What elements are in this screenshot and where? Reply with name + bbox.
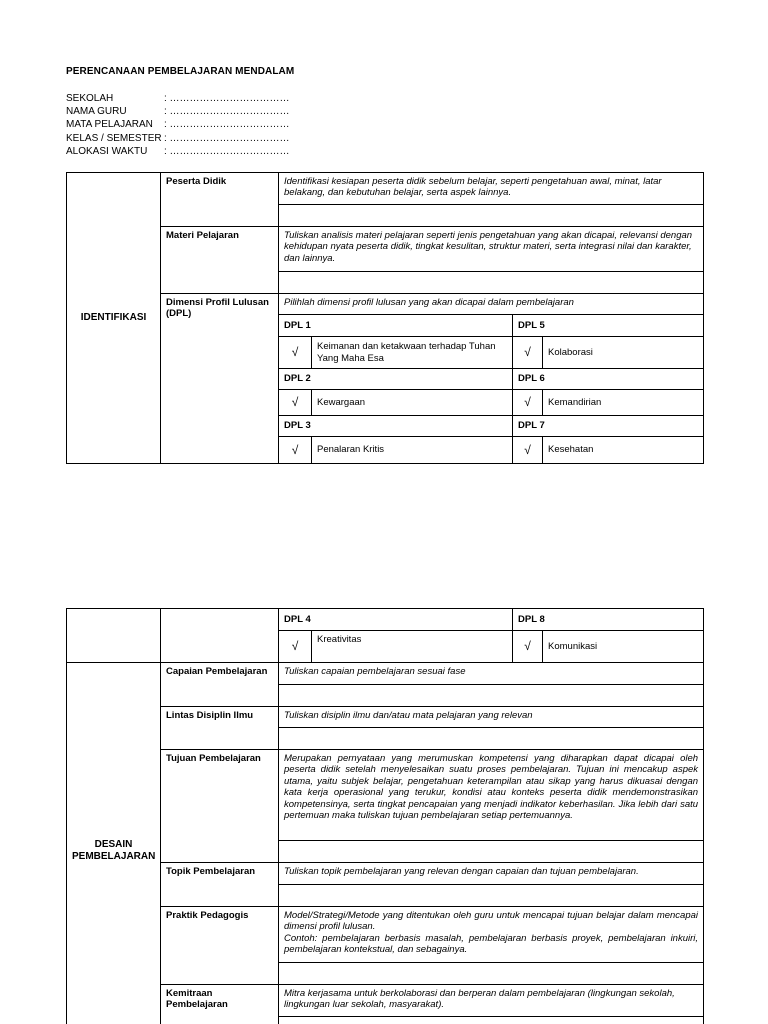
dpl6-header: DPL 6 — [513, 369, 704, 390]
info-row-kelas-semester — [66, 132, 290, 145]
input-lintas-disiplin[interactable] — [279, 728, 704, 750]
info-value[interactable]: : ……………………………… — [164, 119, 290, 131]
info-label: ALOKASI WAKTU — [66, 145, 148, 157]
desain-table — [66, 608, 704, 1024]
label-peserta-didik: Peserta Didik — [161, 173, 279, 227]
dpl3-name: Penalaran Kritis — [312, 437, 513, 464]
label-dpl: Dimensi Profil Lulusan (DPL) — [161, 294, 279, 464]
info-label: SEKOLAH — [66, 93, 114, 104]
dpl5-checkbox[interactable]: √ — [513, 337, 543, 369]
input-peserta-didik[interactable] — [279, 205, 704, 227]
desc-dpl: Pilihlah dimensi profil lulusan yang akan dicapai dalam pembelajaran — [279, 294, 704, 315]
section-identifikasi: IDENTIFIKASI — [67, 173, 161, 464]
dpl1-checkbox[interactable]: √ — [279, 337, 312, 369]
label-praktik-pedagogis: Praktik Pedagogis — [161, 907, 279, 985]
dpl3-checkbox[interactable]: √ — [279, 437, 312, 464]
dpl6-checkbox[interactable]: √ — [513, 390, 543, 416]
dpl8-header: DPL 8 — [513, 609, 704, 631]
input-kemitraan-pembelajaran[interactable] — [279, 1017, 704, 1024]
dpl7-checkbox[interactable]: √ — [513, 437, 543, 464]
dpl5-name: Kolaborasi — [543, 337, 704, 369]
info-row-mata-pelajaran — [66, 118, 290, 131]
desc-capaian-pembelajaran: Tuliskan capaian pembelajaran sesuai fase — [279, 663, 704, 685]
info-label: MATA PELAJARAN — [66, 119, 153, 131]
section-desain-pembelajaran: DESAIN PEMBELAJARAN — [67, 663, 161, 1024]
dpl2-checkbox[interactable]: √ — [279, 390, 312, 416]
continuation-empty-cell — [67, 609, 161, 663]
info-value[interactable]: : ……………………………… — [164, 106, 290, 118]
dpl1-name: Keimanan dan ketakwaan terhadap Tuhan Yang Maha Esa — [312, 337, 513, 369]
info-row-sekolah — [66, 92, 290, 105]
dpl7-header: DPL 7 — [513, 416, 704, 437]
desc-topik-pembelajaran: Tuliskan topik pembelajaran yang relevan dengan capaian dan tujuan pembelajaran. — [279, 863, 704, 885]
dpl2-name: Kewargaan — [312, 390, 513, 416]
input-topik-pembelajaran[interactable] — [279, 885, 704, 907]
info-value[interactable]: : ……………………………… — [164, 93, 290, 104]
dpl4-name: Kreativitas — [312, 631, 513, 663]
label-tujuan-pembelajaran: Tujuan Pembelajaran — [161, 750, 279, 863]
info-label: KELAS / SEMESTER — [66, 132, 162, 144]
label-topik-pembelajaran: Topik Pembelajaran — [161, 863, 279, 907]
desc-tujuan-pembelajaran: Merupakan pernyataan yang merumuskan kompetensi yang diharapkan dapat dicapai oleh peserta didik setelah menyelesaikan suatu proses pembelajaran. Tujuan ini mencakup aspek utama, yaitu subjek belajar, pengetahuan keterampilan atau sikap yang harus dikuasai dengan kata kerja operasional yang terukur, kondisi atau konteks peserta didik mendemonstrasikan kompetensinya, serta tingkat pencapaian yang menjadi indikator keberhasilan. Jika lebih dari satu pertemuan maka tuliskan tujuan pembelajaran setiap pertemuannya. — [279, 750, 704, 841]
dpl5-header: DPL 5 — [513, 315, 704, 337]
info-row-nama-guru — [66, 105, 290, 118]
desc-peserta-didik: Identifikasi kesiapan peserta didik sebelum belajar, seperti pengetahuan awal, minat, latar belakang, dan kebutuhan belajar, serta aspek lainnya. — [279, 173, 704, 205]
info-value[interactable]: : ……………………………… — [164, 132, 290, 144]
identifikasi-table — [66, 172, 704, 464]
input-praktik-pedagogis[interactable] — [279, 963, 704, 985]
dpl8-checkbox[interactable]: √ — [513, 631, 543, 663]
info-row-alokasi-waktu — [66, 145, 290, 158]
dpl4-checkbox[interactable]: √ — [279, 631, 312, 663]
desc-materi-pelajaran: Tuliskan analisis materi pelajaran seperti jenis pengetahuan yang akan dicapai, relevansi dengan kehidupan nyata peserta didik, tingkat kesulitan, struktur materi, serta integrasi nilai dan karakter, dan lainnya. — [279, 227, 704, 272]
dpl6-name: Kemandirian — [543, 390, 704, 416]
dpl7-name: Kesehatan — [543, 437, 704, 464]
dpl3-header: DPL 3 — [279, 416, 513, 437]
dpl1-header: DPL 1 — [279, 315, 513, 337]
info-block — [66, 92, 290, 158]
dpl4-header: DPL 4 — [279, 609, 513, 631]
info-label: NAMA GURU — [66, 106, 127, 118]
input-capaian-pembelajaran[interactable] — [279, 685, 704, 707]
info-value[interactable]: : ……………………………… — [164, 145, 290, 157]
input-materi-pelajaran[interactable] — [279, 272, 704, 294]
continuation-empty-cell — [161, 609, 279, 663]
desc-praktik-pedagogis — [279, 907, 704, 963]
dpl2-header: DPL 2 — [279, 369, 513, 390]
label-materi-pelajaran: Materi Pelajaran — [161, 227, 279, 294]
dpl8-name: Komunikasi — [543, 631, 704, 663]
praktik-desc-line2: Contoh: pembelajaran berbasis masalah, pembelajaran berbasis proyek, pembelajaran inkuiri, pembelajaran kontekstual, dan sebagainya. — [284, 932, 699, 956]
praktik-desc-line1: Model/Strategi/Metode yang ditentukan oleh guru untuk mencapai tujuan belajar dalam mencapai dimensi profil lulusan. — [284, 910, 699, 933]
desc-kemitraan-pembelajaran: Mitra kerjasama untuk berkolaborasi dan berperan dalam pembelajaran (lingkungan sekolah, lingkungan luar sekolah, masyarakat). — [279, 985, 704, 1017]
label-lintas-disiplin: Lintas Disiplin Ilmu — [161, 707, 279, 750]
desc-lintas-disiplin: Tuliskan disiplin ilmu dan/atau mata pelajaran yang relevan — [279, 707, 704, 728]
label-kemitraan-pembelajaran: Kemitraan Pembelajaran — [161, 985, 279, 1024]
document-title: PERENCANAAN PEMBELAJARAN MENDALAM — [66, 66, 295, 77]
label-capaian-pembelajaran: Capaian Pembelajaran — [161, 663, 279, 707]
input-tujuan-pembelajaran[interactable] — [279, 841, 704, 863]
